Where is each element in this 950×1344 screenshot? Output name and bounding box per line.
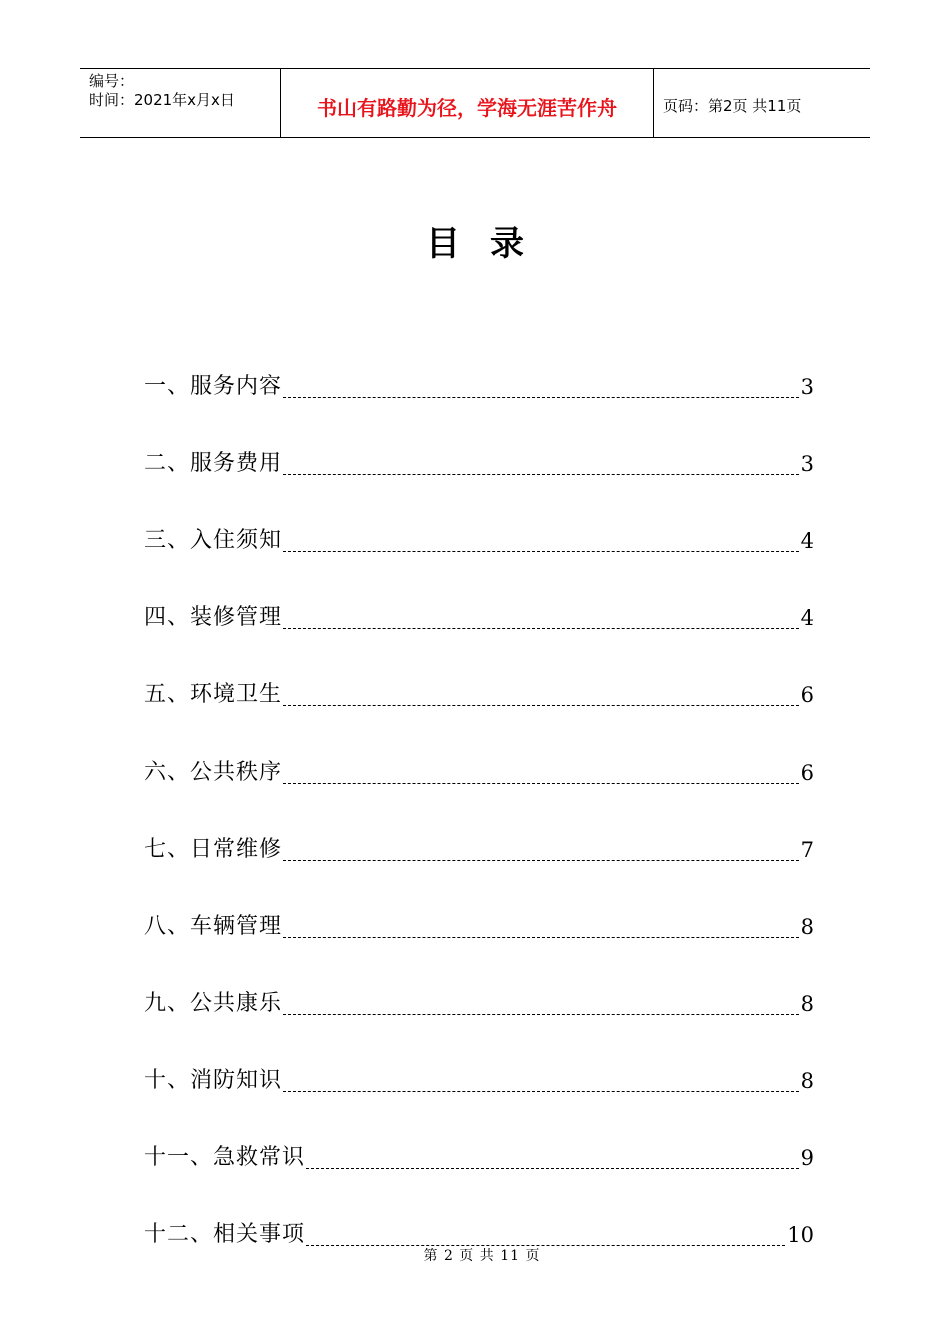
toc-entry-label: 二、服务费用 bbox=[144, 451, 283, 477]
toc-entry-label: 四、装修管理 bbox=[144, 605, 283, 631]
toc-entry[interactable] bbox=[144, 886, 814, 963]
page-footer: 第 2 页 共 11 页 bbox=[423, 1248, 541, 1264]
toc-entry-label: 一、服务内容 bbox=[144, 374, 283, 400]
header-page-info: 页码：第2页 共11页 bbox=[663, 96, 802, 115]
toc-entry[interactable] bbox=[144, 1040, 814, 1117]
toc-dotted-leader bbox=[306, 1167, 799, 1169]
toc-entry[interactable] bbox=[144, 1117, 814, 1194]
page-header bbox=[80, 68, 870, 138]
toc-entry[interactable] bbox=[144, 346, 814, 423]
header-motto-cell bbox=[281, 69, 654, 137]
toc-dotted-leader bbox=[283, 859, 799, 861]
toc-entry[interactable] bbox=[144, 423, 814, 500]
toc-entry-page: 4 bbox=[800, 606, 814, 631]
toc-entry[interactable] bbox=[144, 731, 814, 808]
toc-dotted-leader bbox=[283, 936, 799, 938]
toc-dotted-leader bbox=[283, 627, 799, 629]
toc-dotted-leader bbox=[283, 473, 799, 475]
toc-entry-label: 八、车辆管理 bbox=[144, 913, 283, 939]
toc-title: 目录 bbox=[426, 224, 554, 264]
toc-entry-page: 3 bbox=[800, 452, 814, 477]
toc-entry-label: 十二、相关事项 bbox=[144, 1222, 306, 1248]
toc-dotted-leader bbox=[283, 704, 799, 706]
toc-entry-page: 7 bbox=[800, 837, 814, 862]
toc-dotted-leader bbox=[283, 782, 799, 784]
header-time: 时间：2021年x月x日 bbox=[89, 91, 235, 109]
toc-entry-page: 3 bbox=[800, 375, 814, 400]
toc-entry-label: 九、公共康乐 bbox=[144, 990, 283, 1016]
toc-entry-page: 8 bbox=[800, 914, 814, 939]
toc-entry-label: 七、日常维修 bbox=[144, 836, 283, 862]
toc-entry-page: 6 bbox=[800, 683, 814, 708]
toc-entry[interactable] bbox=[144, 577, 814, 654]
header-motto: 书山有路勤为径，学海无涯苦作舟 bbox=[317, 95, 617, 120]
toc-dotted-leader bbox=[283, 396, 799, 398]
toc-dotted-leader bbox=[283, 550, 799, 552]
header-meta bbox=[80, 69, 281, 137]
toc-entry[interactable] bbox=[144, 500, 814, 577]
toc-dotted-leader bbox=[283, 1013, 799, 1015]
toc-entry-label: 三、入住须知 bbox=[144, 528, 283, 554]
toc-entry-page: 8 bbox=[800, 1068, 814, 1093]
toc-entry-page: 8 bbox=[800, 991, 814, 1016]
table-of-contents bbox=[144, 346, 814, 1271]
toc-entry[interactable] bbox=[144, 809, 814, 886]
toc-entry-page: 9 bbox=[800, 1146, 814, 1171]
toc-entry-label: 十、消防知识 bbox=[144, 1067, 283, 1093]
toc-entry[interactable] bbox=[144, 654, 814, 731]
toc-entry-page: 6 bbox=[800, 760, 814, 785]
toc-entry-label: 五、环境卫生 bbox=[144, 682, 283, 708]
toc-dotted-leader bbox=[283, 1090, 799, 1092]
toc-entry-label: 十一、急救常识 bbox=[144, 1145, 306, 1171]
header-number: 编号： bbox=[89, 72, 135, 90]
toc-entry-page: 4 bbox=[800, 529, 814, 554]
toc-entry-label: 六、公共秩序 bbox=[144, 759, 283, 785]
toc-entry-page: 10 bbox=[787, 1223, 814, 1248]
toc-entry[interactable] bbox=[144, 963, 814, 1040]
